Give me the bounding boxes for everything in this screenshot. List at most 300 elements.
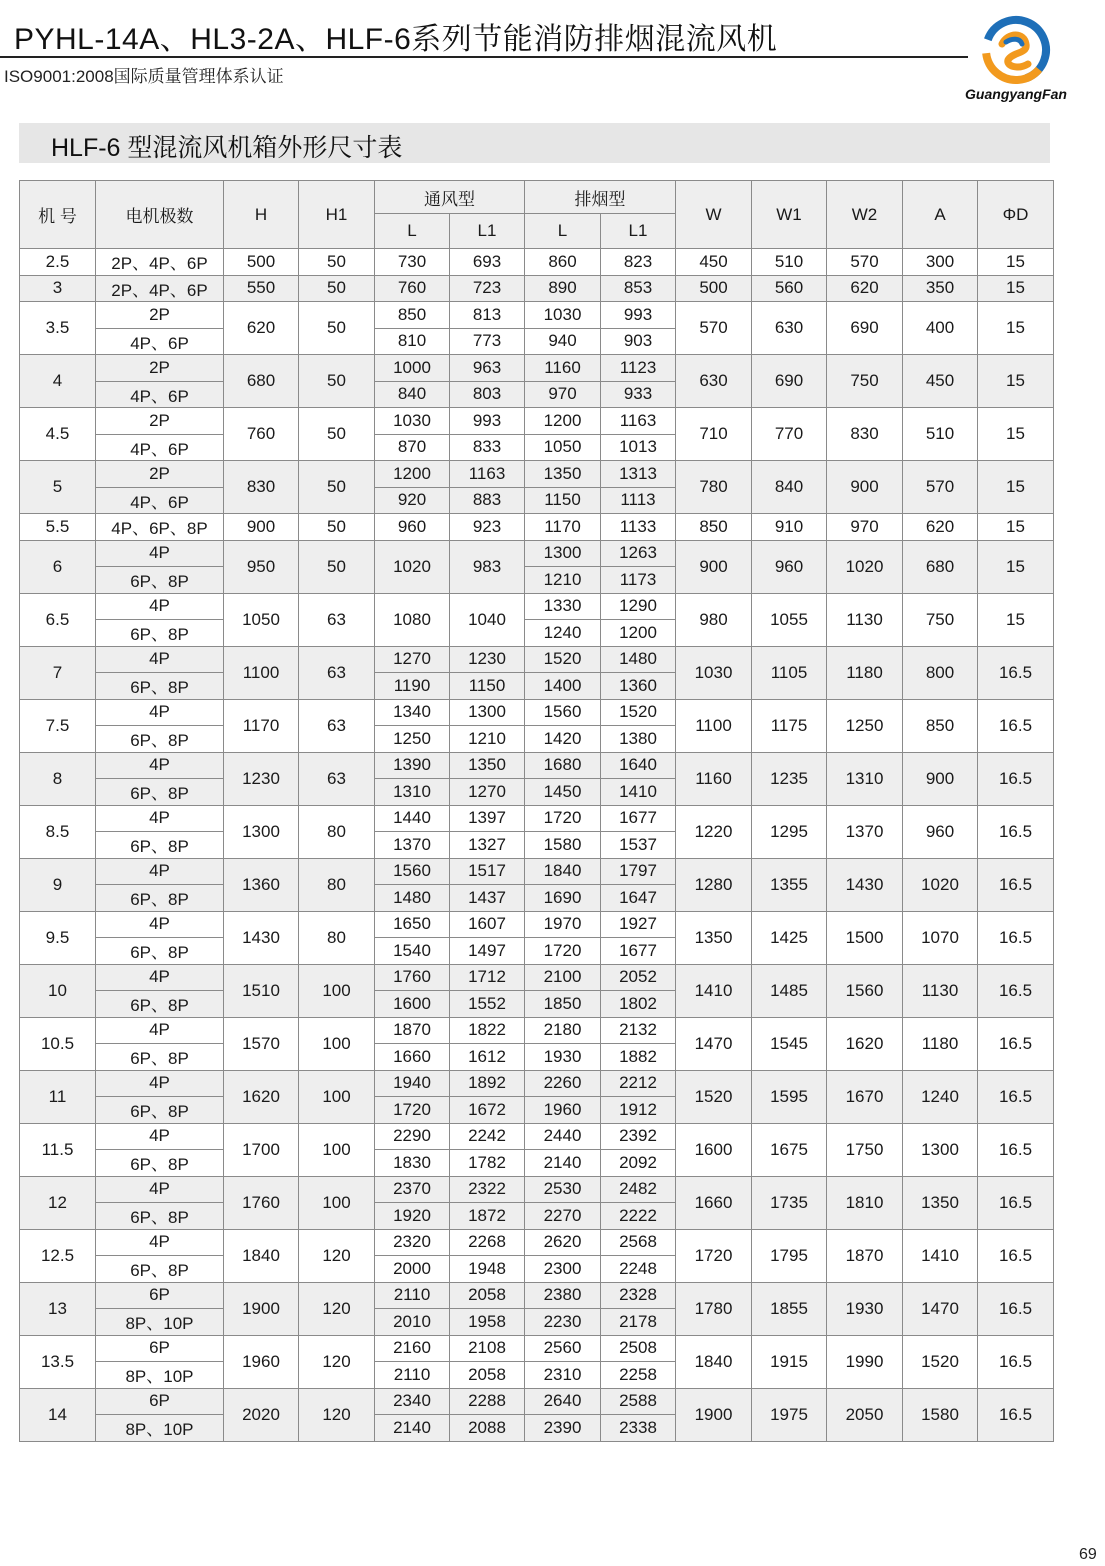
cell-smoke-l: 1720 xyxy=(525,938,601,965)
cell-model-no: 13 xyxy=(20,1282,96,1335)
cell-motor-poles: 4P xyxy=(96,752,224,779)
cell-smoke-l: 1680 xyxy=(525,752,601,779)
cell-a: 960 xyxy=(903,805,978,858)
cell-w2: 1310 xyxy=(827,752,903,805)
cell-vent-l1: 1872 xyxy=(450,1203,525,1230)
cell-h1: 100 xyxy=(299,964,375,1017)
cell-a: 1070 xyxy=(903,911,978,964)
cell-h: 1510 xyxy=(224,964,299,1017)
cell-w1: 1175 xyxy=(752,699,827,752)
cell-w: 1600 xyxy=(676,1123,752,1176)
cell-diameter: 15 xyxy=(978,355,1054,408)
cell-motor-poles: 4P xyxy=(96,540,224,567)
cell-smoke-l1: 1802 xyxy=(601,991,676,1018)
cell-a: 800 xyxy=(903,646,978,699)
cell-diameter: 16.5 xyxy=(978,1388,1054,1441)
cell-model-no: 8.5 xyxy=(20,805,96,858)
table-row xyxy=(20,302,1054,329)
cell-motor-poles: 6P、8P xyxy=(96,567,224,594)
cell-motor-poles: 6P、8P xyxy=(96,620,224,647)
cell-smoke-l1: 2132 xyxy=(601,1017,676,1044)
cell-w: 630 xyxy=(676,355,752,408)
cell-vent-l: 2110 xyxy=(375,1282,450,1309)
cell-smoke-l1: 1912 xyxy=(601,1097,676,1124)
cell-w: 900 xyxy=(676,540,752,593)
cell-a: 1130 xyxy=(903,964,978,1017)
cell-h: 1430 xyxy=(224,911,299,964)
cell-smoke-l1: 1537 xyxy=(601,832,676,859)
cell-smoke-l1: 1360 xyxy=(601,673,676,700)
table-row xyxy=(20,1070,1054,1097)
table-row xyxy=(20,355,1054,382)
cell-motor-poles: 6P、8P xyxy=(96,779,224,806)
cell-smoke-l: 2640 xyxy=(525,1388,601,1415)
cell-smoke-l1: 993 xyxy=(601,302,676,329)
cell-w: 1520 xyxy=(676,1070,752,1123)
cell-w1: 1675 xyxy=(752,1123,827,1176)
cell-vent-l: 1600 xyxy=(375,991,450,1018)
table-row xyxy=(20,964,1054,991)
cell-model-no: 12 xyxy=(20,1176,96,1229)
cell-h: 500 xyxy=(224,249,299,276)
cell-vent-l: 2320 xyxy=(375,1229,450,1256)
cell-diameter: 16.5 xyxy=(978,646,1054,699)
cell-a: 900 xyxy=(903,752,978,805)
cell-h1: 120 xyxy=(299,1229,375,1282)
cell-w: 850 xyxy=(676,514,752,541)
cell-vent-l1: 723 xyxy=(450,275,525,302)
cell-w: 1470 xyxy=(676,1017,752,1070)
cell-vent-l: 2000 xyxy=(375,1256,450,1283)
cell-w: 1410 xyxy=(676,964,752,1017)
cell-diameter: 15 xyxy=(978,408,1054,461)
table-row xyxy=(20,1176,1054,1203)
cell-vent-l1: 1163 xyxy=(450,461,525,488)
cell-motor-poles: 6P xyxy=(96,1388,224,1415)
cell-vent-l1: 1350 xyxy=(450,752,525,779)
cell-vent-l1: 2288 xyxy=(450,1388,525,1415)
cell-smoke-l1: 1927 xyxy=(601,911,676,938)
cell-h: 760 xyxy=(224,408,299,461)
cell-w: 780 xyxy=(676,461,752,514)
cell-h1: 100 xyxy=(299,1070,375,1123)
cell-vent-l1: 2088 xyxy=(450,1415,525,1442)
cell-smoke-l1: 1313 xyxy=(601,461,676,488)
cell-smoke-l1: 2212 xyxy=(601,1070,676,1097)
cell-h1: 50 xyxy=(299,408,375,461)
cell-motor-poles: 6P xyxy=(96,1335,224,1362)
cell-smoke-l1: 2052 xyxy=(601,964,676,991)
header-smoke-exhaust-type: 排烟型 xyxy=(525,181,676,214)
cell-smoke-l: 1210 xyxy=(525,567,601,594)
cell-smoke-l: 1330 xyxy=(525,593,601,620)
cell-vent-l1: 1782 xyxy=(450,1150,525,1177)
cell-model-no: 11 xyxy=(20,1070,96,1123)
cell-w: 1720 xyxy=(676,1229,752,1282)
cell-h1: 63 xyxy=(299,593,375,646)
cell-vent-l: 1720 xyxy=(375,1097,450,1124)
cell-motor-poles: 4P、6P xyxy=(96,381,224,408)
cell-smoke-l: 1420 xyxy=(525,726,601,753)
cell-diameter: 16.5 xyxy=(978,752,1054,805)
cell-w2: 1990 xyxy=(827,1335,903,1388)
cell-h1: 100 xyxy=(299,1123,375,1176)
cell-motor-poles: 2P xyxy=(96,408,224,435)
cell-w: 1160 xyxy=(676,752,752,805)
cell-smoke-l: 2270 xyxy=(525,1203,601,1230)
cell-vent-l1: 1712 xyxy=(450,964,525,991)
cell-smoke-l1: 2482 xyxy=(601,1176,676,1203)
cell-vent-l1: 1040 xyxy=(450,593,525,646)
cell-motor-poles: 4P xyxy=(96,1070,224,1097)
cell-diameter: 16.5 xyxy=(978,1070,1054,1123)
cell-motor-poles: 4P xyxy=(96,646,224,673)
cell-smoke-l1: 2568 xyxy=(601,1229,676,1256)
cell-w: 1030 xyxy=(676,646,752,699)
cell-smoke-l: 1960 xyxy=(525,1097,601,1124)
cell-vent-l1: 2108 xyxy=(450,1335,525,1362)
table-row xyxy=(20,752,1054,779)
cell-w1: 1055 xyxy=(752,593,827,646)
table-row xyxy=(20,461,1054,488)
cell-smoke-l1: 2222 xyxy=(601,1203,676,1230)
cell-w: 1280 xyxy=(676,858,752,911)
header-a: A xyxy=(903,181,978,249)
header-h1: H1 xyxy=(299,181,375,249)
cell-h1: 120 xyxy=(299,1335,375,1388)
table-row xyxy=(20,1229,1054,1256)
cell-vent-l1: 2322 xyxy=(450,1176,525,1203)
cell-vent-l1: 773 xyxy=(450,328,525,355)
cell-h1: 100 xyxy=(299,1176,375,1229)
cell-motor-poles: 4P、6P xyxy=(96,328,224,355)
table-row xyxy=(20,249,1054,276)
cell-vent-l: 2140 xyxy=(375,1415,450,1442)
cell-smoke-l: 2620 xyxy=(525,1229,601,1256)
cell-vent-l: 960 xyxy=(375,514,450,541)
cell-w2: 1500 xyxy=(827,911,903,964)
header-vent-l1: L1 xyxy=(450,214,525,249)
cell-smoke-l1: 2392 xyxy=(601,1123,676,1150)
cell-w: 1350 xyxy=(676,911,752,964)
cell-smoke-l1: 2258 xyxy=(601,1362,676,1389)
cell-h1: 120 xyxy=(299,1388,375,1441)
cell-vent-l: 2340 xyxy=(375,1388,450,1415)
cell-diameter: 16.5 xyxy=(978,964,1054,1017)
cell-vent-l: 1560 xyxy=(375,858,450,885)
cell-w2: 1620 xyxy=(827,1017,903,1070)
cell-vent-l: 1080 xyxy=(375,593,450,646)
cell-vent-l1: 1948 xyxy=(450,1256,525,1283)
cell-w1: 1915 xyxy=(752,1335,827,1388)
cell-a: 1020 xyxy=(903,858,978,911)
cell-smoke-l1: 1647 xyxy=(601,885,676,912)
cell-vent-l1: 923 xyxy=(450,514,525,541)
cell-w1: 1735 xyxy=(752,1176,827,1229)
cell-vent-l1: 1672 xyxy=(450,1097,525,1124)
cell-smoke-l: 890 xyxy=(525,275,601,302)
cell-smoke-l1: 1200 xyxy=(601,620,676,647)
cell-motor-poles: 6P、8P xyxy=(96,832,224,859)
cell-w1: 960 xyxy=(752,540,827,593)
cell-h: 950 xyxy=(224,540,299,593)
cell-vent-l1: 1327 xyxy=(450,832,525,859)
cell-smoke-l: 1160 xyxy=(525,355,601,382)
cell-vent-l1: 883 xyxy=(450,487,525,514)
cell-model-no: 5 xyxy=(20,461,96,514)
cell-diameter: 16.5 xyxy=(978,805,1054,858)
cell-motor-poles: 4P xyxy=(96,699,224,726)
cell-h: 1170 xyxy=(224,699,299,752)
cell-smoke-l1: 1480 xyxy=(601,646,676,673)
cell-w: 450 xyxy=(676,249,752,276)
cell-w: 1220 xyxy=(676,805,752,858)
cell-vent-l1: 983 xyxy=(450,540,525,593)
cell-vent-l: 1030 xyxy=(375,408,450,435)
cell-smoke-l: 2260 xyxy=(525,1070,601,1097)
cell-diameter: 16.5 xyxy=(978,858,1054,911)
cell-smoke-l: 1050 xyxy=(525,434,601,461)
cell-vent-l: 850 xyxy=(375,302,450,329)
cell-a: 400 xyxy=(903,302,978,355)
cell-vent-l1: 993 xyxy=(450,408,525,435)
header-w1: W1 xyxy=(752,181,827,249)
cell-w: 570 xyxy=(676,302,752,355)
cell-model-no: 6.5 xyxy=(20,593,96,646)
cell-smoke-l1: 1380 xyxy=(601,726,676,753)
cell-smoke-l1: 1163 xyxy=(601,408,676,435)
cell-h: 1360 xyxy=(224,858,299,911)
cell-smoke-l: 1930 xyxy=(525,1044,601,1071)
cell-motor-poles: 6P、8P xyxy=(96,1203,224,1230)
cell-vent-l1: 1150 xyxy=(450,673,525,700)
cell-diameter: 15 xyxy=(978,593,1054,646)
cell-vent-l1: 2268 xyxy=(450,1229,525,1256)
cell-h1: 100 xyxy=(299,1017,375,1070)
table-row xyxy=(20,646,1054,673)
cell-h1: 80 xyxy=(299,911,375,964)
cell-vent-l: 1540 xyxy=(375,938,450,965)
cell-vent-l: 1190 xyxy=(375,673,450,700)
cell-smoke-l: 2310 xyxy=(525,1362,601,1389)
cell-w1: 560 xyxy=(752,275,827,302)
cell-smoke-l1: 2338 xyxy=(601,1415,676,1442)
cell-motor-poles: 4P、6P、8P xyxy=(96,514,224,541)
table-row xyxy=(20,1017,1054,1044)
cell-w1: 770 xyxy=(752,408,827,461)
cell-a: 850 xyxy=(903,699,978,752)
cell-vent-l: 840 xyxy=(375,381,450,408)
cell-vent-l: 1370 xyxy=(375,832,450,859)
cell-w1: 1235 xyxy=(752,752,827,805)
cell-smoke-l: 1970 xyxy=(525,911,601,938)
section-header xyxy=(19,123,1050,163)
cell-smoke-l: 1400 xyxy=(525,673,601,700)
cell-smoke-l1: 1520 xyxy=(601,699,676,726)
table-row xyxy=(20,858,1054,885)
cell-h: 1960 xyxy=(224,1335,299,1388)
cell-w1: 690 xyxy=(752,355,827,408)
cell-vent-l: 1390 xyxy=(375,752,450,779)
cell-vent-l: 1020 xyxy=(375,540,450,593)
cell-model-no: 9.5 xyxy=(20,911,96,964)
cell-h: 680 xyxy=(224,355,299,408)
cell-h: 1570 xyxy=(224,1017,299,1070)
cell-vent-l: 730 xyxy=(375,249,450,276)
cell-smoke-l1: 933 xyxy=(601,381,676,408)
cell-w2: 690 xyxy=(827,302,903,355)
cell-model-no: 4 xyxy=(20,355,96,408)
cell-w2: 1250 xyxy=(827,699,903,752)
cell-vent-l: 1250 xyxy=(375,726,450,753)
cell-model-no: 3.5 xyxy=(20,302,96,355)
table-row xyxy=(20,275,1054,302)
cell-w: 1900 xyxy=(676,1388,752,1441)
cell-vent-l1: 1497 xyxy=(450,938,525,965)
cell-vent-l: 1440 xyxy=(375,805,450,832)
cell-vent-l1: 1437 xyxy=(450,885,525,912)
cell-h1: 50 xyxy=(299,302,375,355)
cell-smoke-l: 2390 xyxy=(525,1415,601,1442)
cell-smoke-l1: 1640 xyxy=(601,752,676,779)
cell-w2: 750 xyxy=(827,355,903,408)
cell-vent-l: 2110 xyxy=(375,1362,450,1389)
cell-smoke-l: 1690 xyxy=(525,885,601,912)
header-diameter: ΦD xyxy=(978,181,1054,249)
cell-w2: 1560 xyxy=(827,964,903,1017)
header-motor-poles: 电机极数 xyxy=(96,181,224,249)
cell-w2: 830 xyxy=(827,408,903,461)
cell-smoke-l: 2530 xyxy=(525,1176,601,1203)
cell-h: 1840 xyxy=(224,1229,299,1282)
cell-a: 510 xyxy=(903,408,978,461)
cell-smoke-l1: 2248 xyxy=(601,1256,676,1283)
cell-motor-poles: 6P、8P xyxy=(96,885,224,912)
cell-motor-poles: 8P、10P xyxy=(96,1309,224,1336)
cell-model-no: 13.5 xyxy=(20,1335,96,1388)
cell-smoke-l: 1200 xyxy=(525,408,601,435)
cell-vent-l1: 1892 xyxy=(450,1070,525,1097)
cell-diameter: 15 xyxy=(978,249,1054,276)
cell-smoke-l1: 853 xyxy=(601,275,676,302)
cell-w1: 1485 xyxy=(752,964,827,1017)
table-row xyxy=(20,593,1054,620)
table-row xyxy=(20,911,1054,938)
cell-model-no: 7 xyxy=(20,646,96,699)
cell-h1: 50 xyxy=(299,514,375,541)
cell-h1: 50 xyxy=(299,275,375,302)
cell-smoke-l1: 903 xyxy=(601,328,676,355)
cell-motor-poles: 6P、8P xyxy=(96,726,224,753)
cell-smoke-l: 2440 xyxy=(525,1123,601,1150)
cell-smoke-l1: 1677 xyxy=(601,805,676,832)
cell-vent-l: 1000 xyxy=(375,355,450,382)
cell-motor-poles: 2P xyxy=(96,461,224,488)
page-number: 69 xyxy=(1079,1546,1097,1563)
cell-vent-l: 1870 xyxy=(375,1017,450,1044)
cell-motor-poles: 4P xyxy=(96,1017,224,1044)
cell-smoke-l1: 1290 xyxy=(601,593,676,620)
table-row xyxy=(20,540,1054,567)
cell-model-no: 7.5 xyxy=(20,699,96,752)
cell-h: 900 xyxy=(224,514,299,541)
cell-motor-poles: 4P xyxy=(96,1123,224,1150)
cell-h1: 50 xyxy=(299,540,375,593)
cell-w1: 1855 xyxy=(752,1282,827,1335)
cell-diameter: 15 xyxy=(978,302,1054,355)
cell-vent-l: 1940 xyxy=(375,1070,450,1097)
cell-h1: 50 xyxy=(299,461,375,514)
cell-vent-l: 2010 xyxy=(375,1309,450,1336)
cell-w: 1780 xyxy=(676,1282,752,1335)
cell-motor-poles: 4P xyxy=(96,805,224,832)
table-body xyxy=(20,249,1054,1442)
cell-vent-l1: 1270 xyxy=(450,779,525,806)
cell-vent-l: 1760 xyxy=(375,964,450,991)
cell-w2: 1130 xyxy=(827,593,903,646)
cell-a: 1240 xyxy=(903,1070,978,1123)
cell-w1: 1545 xyxy=(752,1017,827,1070)
cell-motor-poles: 4P xyxy=(96,1229,224,1256)
cell-model-no: 10 xyxy=(20,964,96,1017)
cell-smoke-l: 2100 xyxy=(525,964,601,991)
cell-h: 550 xyxy=(224,275,299,302)
cell-w1: 1355 xyxy=(752,858,827,911)
cell-smoke-l1: 2328 xyxy=(601,1282,676,1309)
cell-a: 1350 xyxy=(903,1176,978,1229)
cell-smoke-l: 1170 xyxy=(525,514,601,541)
cell-w1: 1795 xyxy=(752,1229,827,1282)
cell-w2: 1020 xyxy=(827,540,903,593)
cell-smoke-l: 1580 xyxy=(525,832,601,859)
cell-diameter: 16.5 xyxy=(978,1123,1054,1176)
cell-model-no: 4.5 xyxy=(20,408,96,461)
cell-vent-l1: 1210 xyxy=(450,726,525,753)
cell-smoke-l: 1560 xyxy=(525,699,601,726)
cell-a: 1180 xyxy=(903,1017,978,1070)
cell-smoke-l: 1350 xyxy=(525,461,601,488)
cell-model-no: 6 xyxy=(20,540,96,593)
cell-vent-l1: 1612 xyxy=(450,1044,525,1071)
cell-smoke-l: 940 xyxy=(525,328,601,355)
cell-w2: 1430 xyxy=(827,858,903,911)
cell-h: 830 xyxy=(224,461,299,514)
cell-vent-l: 1830 xyxy=(375,1150,450,1177)
header-w2: W2 xyxy=(827,181,903,249)
cell-h: 1900 xyxy=(224,1282,299,1335)
cell-w2: 900 xyxy=(827,461,903,514)
cell-smoke-l: 2140 xyxy=(525,1150,601,1177)
cell-vent-l1: 2058 xyxy=(450,1282,525,1309)
cell-smoke-l1: 1263 xyxy=(601,540,676,567)
cell-w1: 510 xyxy=(752,249,827,276)
cell-w1: 630 xyxy=(752,302,827,355)
cell-diameter: 16.5 xyxy=(978,1335,1054,1388)
header-h: H xyxy=(224,181,299,249)
cell-w2: 2050 xyxy=(827,1388,903,1441)
cell-motor-poles: 6P、8P xyxy=(96,1044,224,1071)
header-vent-l: L xyxy=(375,214,450,249)
cell-h: 1050 xyxy=(224,593,299,646)
cell-vent-l: 1270 xyxy=(375,646,450,673)
cell-diameter: 16.5 xyxy=(978,1176,1054,1229)
cell-motor-poles: 6P、8P xyxy=(96,991,224,1018)
cell-motor-poles: 6P、8P xyxy=(96,673,224,700)
cell-smoke-l1: 1677 xyxy=(601,938,676,965)
cell-w1: 840 xyxy=(752,461,827,514)
cell-w: 1840 xyxy=(676,1335,752,1388)
cell-a: 570 xyxy=(903,461,978,514)
